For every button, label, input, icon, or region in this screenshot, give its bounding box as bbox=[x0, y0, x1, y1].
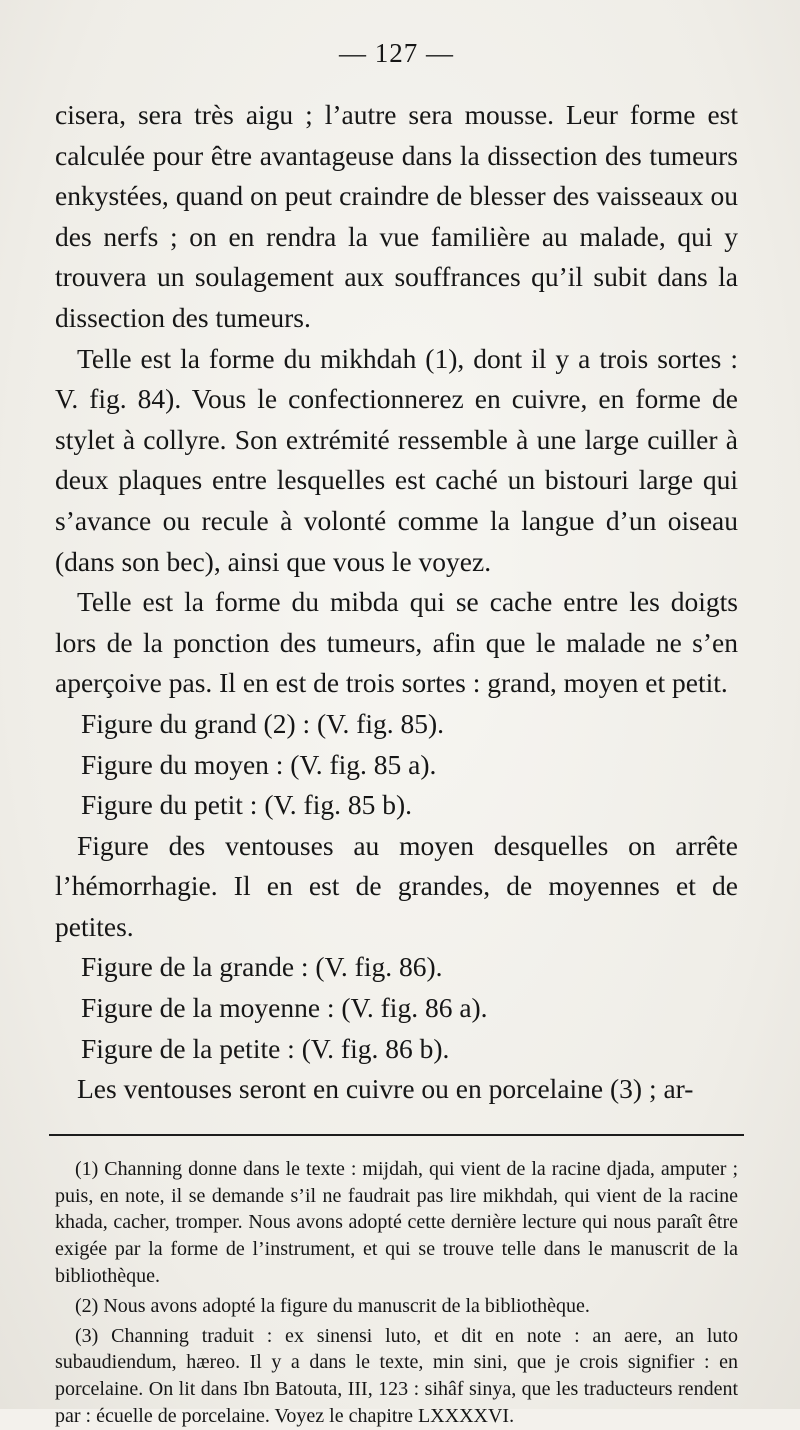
paragraph: Figure des ventouses au moyen desquelles on arrête l’hémorrhagie. Il en est de grandes, de moyennes et de petites. bbox=[55, 829, 738, 942]
paragraph: Les ventouses seront en cuivre ou en porcelaine (3) ; ar- bbox=[77, 1073, 694, 1105]
footnote: (1) Channing donne dans le texte : mijdah, qui vient de la racine djada, amputer ; puis, en note, il se demande s’il ne faudrait pas lire mikhdah, qui vient de la racine khada, cacher, tromper. Nous avons adopté cette dernière lecture qui nous paraît être exigée par la forme de l’instrument, et qui se trouve telle dans le manuscrit de la bibliothèque. bbox=[55, 1157, 738, 1288]
figure-reference: Figure du petit : (V. fig. 85 b). bbox=[81, 789, 412, 821]
figure-reference: Figure de la petite : (V. fig. 86 b). bbox=[81, 1032, 450, 1064]
figure-reference: Figure de la grande : (V. fig. 86). bbox=[81, 951, 443, 983]
figure-reference: Figure du grand (2) : (V. fig. 85). bbox=[81, 707, 445, 739]
footnote: (2) Nous avons adopté la figure du manuscrit de la bibliothèque. bbox=[75, 1294, 590, 1317]
figure-reference: Figure de la moyenne : (V. fig. 86 a). bbox=[81, 992, 488, 1024]
paragraph: Telle est la forme du mikhdah (1), dont il y a trois sortes : V. fig. 84). Vous le confectionnerez en cuivre, en forme de stylet à collyre. Son extrémité ressemble à une large cuiller à deux plaques entre lesquelles est caché un bistouri large qui s’avance ou recule à volonté comme la langue d’un oiseau (dans son bec), ainsi que vous le voyez. bbox=[55, 342, 738, 577]
page-number: — 127 — bbox=[339, 38, 454, 68]
footnote: (3) Channing traduit : ex sinensi luto, et dit en note : an aere, an luto subaudiendum, hæreo. Il y a dans le texte, min sini, que je crois signifier : en porcelaine. On lit dans Ibn Batouta, III, 123 : sihâf sinya, que les traducteurs rendent par : écuelle de porcelaine. Voyez le chapitre LXXXXVI. bbox=[55, 1324, 738, 1428]
footnote-divider bbox=[49, 1134, 744, 1136]
paragraph: cisera, sera très aigu ; l’autre sera mousse. Leur forme est calculée pour être avantageuse dans la dissection des tumeurs enkystées, quand on peut craindre de blesser des vaisseaux ou des nerfs ; on en rendra la vue familière au malade, qui y trouvera un soulagement aux souffrances qu’il subit dans la dissection des tumeurs. bbox=[55, 99, 738, 333]
footnotes bbox=[55, 1156, 738, 1430]
main-text bbox=[55, 95, 738, 1110]
paragraph: Telle est la forme du mibda qui se cache entre les doigts lors de la ponction des tumeurs, afin que le malade ne s’en aperçoive pas. Il en est de trois sortes : grand, moyen et petit. bbox=[55, 586, 738, 699]
figure-reference: Figure du moyen : (V. fig. 85 a). bbox=[81, 748, 437, 780]
